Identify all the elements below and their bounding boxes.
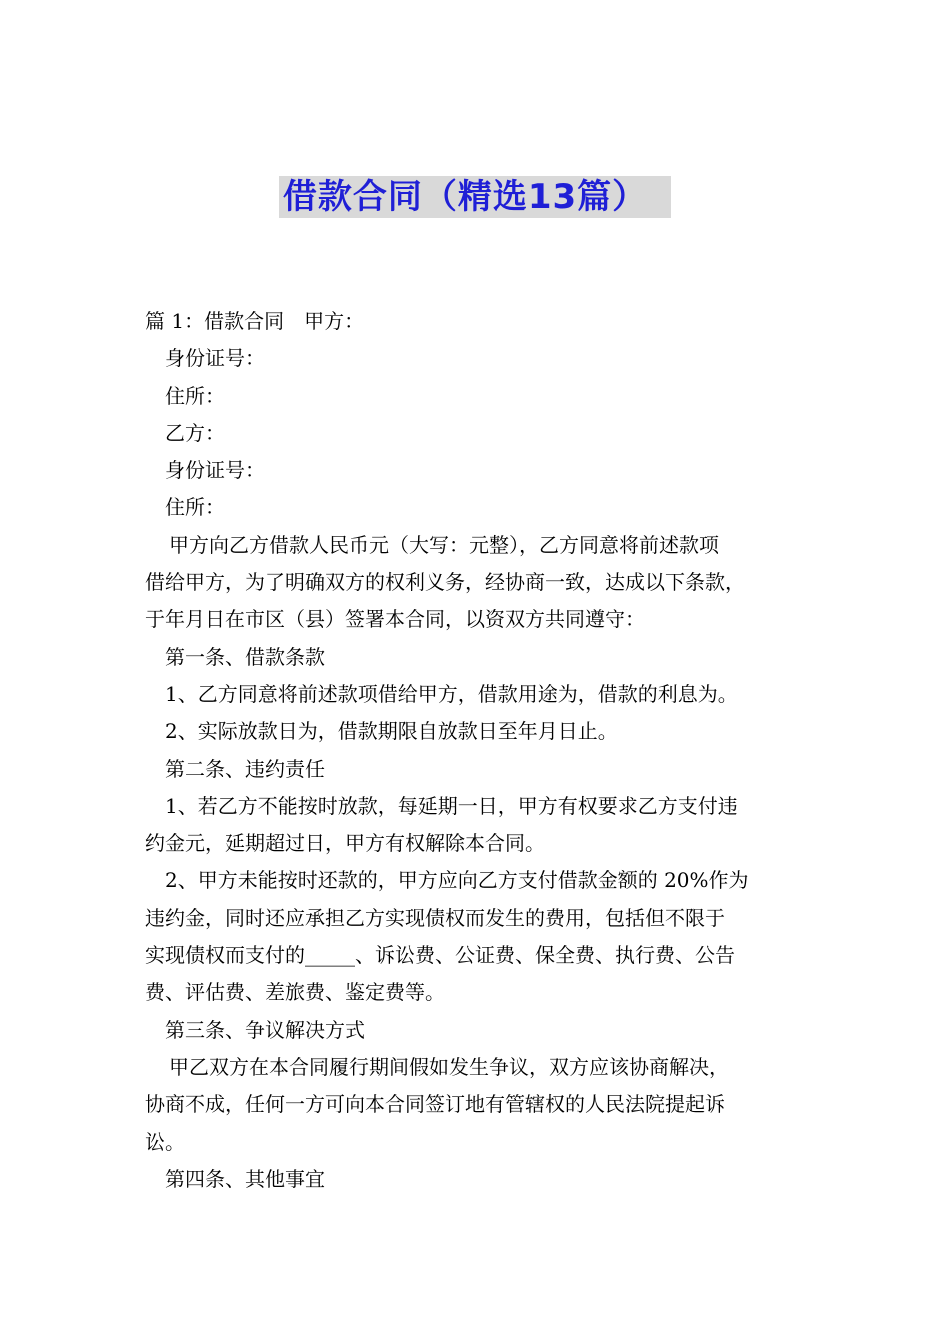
document-body: [145, 303, 815, 1198]
paragraph-line: 身份证号：: [165, 346, 265, 371]
paragraph-line: 乙方：: [165, 420, 225, 445]
paragraph-line: 实现债权而支付的_____、诉讼费、公证费、保全费、执行费、公告: [145, 943, 735, 968]
paragraph-line: 1、乙方同意将前述款项借给甲方，借款用途为，借款的利息为。: [165, 681, 738, 706]
paragraph-line: 费、评估费、差旅费、鉴定费等。: [145, 980, 445, 1005]
paragraph-line: 借给甲方，为了明确双方的权利义务，经协商一致，达成以下条款，: [145, 570, 745, 595]
paragraph-line: 住所：: [165, 383, 225, 408]
document-title: 借款合同（精选13篇）: [279, 176, 671, 218]
paragraph-line: 甲乙双方在本合同履行期间假如发生争议，双方应该协商解决，: [169, 1054, 729, 1079]
section-heading: 第二条、违约责任: [165, 756, 325, 781]
paragraph-line: 讼。: [145, 1129, 185, 1154]
paragraph-line: 身份证号：: [165, 458, 265, 483]
section-heading: 第一条、借款条款: [165, 644, 325, 669]
paragraph-line: 甲方向乙方借款人民币元（大写：元整），乙方同意将前述款项: [169, 532, 719, 557]
paragraph-line: 2、实际放款日为，借款期限自放款日至年月日止。: [165, 719, 618, 744]
paragraph-line: 协商不成，任何一方可向本合同签订地有管辖权的人民法院提起诉: [145, 1092, 725, 1117]
title-block: [0, 176, 950, 218]
paragraph-line: 篇 1：借款合同 甲方：: [145, 309, 365, 333]
paragraph-line: 违约金，同时还应承担乙方实现债权而发生的费用，包括但不限于: [145, 905, 725, 930]
paragraph-line: 2、甲方未能按时还款的，甲方应向乙方支付借款金额的 20%作为: [165, 868, 749, 893]
paragraph-line: 于年月日在市区（县）签署本合同，以资双方共同遵守：: [145, 607, 645, 632]
section-heading: 第三条、争议解决方式: [165, 1017, 365, 1042]
section-heading: 第四条、其他事宜: [165, 1166, 325, 1191]
paragraph-line: 住所：: [165, 495, 225, 520]
paragraph-line: 1、若乙方不能按时放款，每延期一日，甲方有权要求乙方支付违: [165, 793, 738, 818]
paragraph-line: 约金元，延期超过日，甲方有权解除本合同。: [145, 831, 545, 856]
